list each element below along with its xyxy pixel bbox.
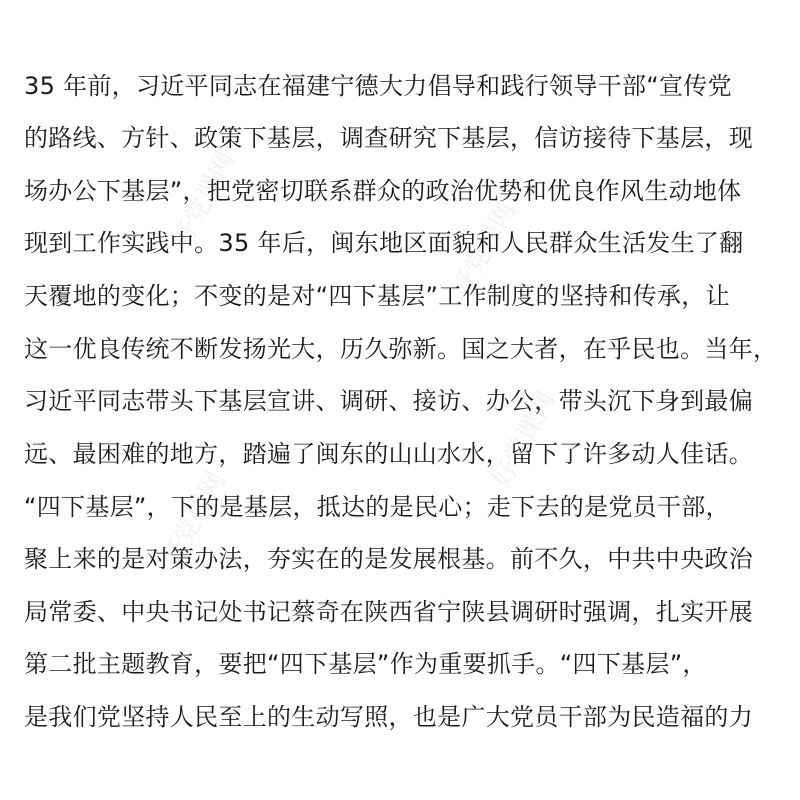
watermark: 好党课网 — [486, 386, 562, 493]
text-line: 的路线、方针、政策下基层，调查研究下基层，信访接待下基层，现 — [24, 124, 753, 152]
watermark: 好党课网 — [166, 146, 242, 253]
text-line: 聚上来的是对策办法，夯实在的是发展根基。前不久，中共中央政治 — [24, 545, 753, 573]
text-line: 现到工作实践中。35 年后，闽东地区面貌和人民群众生活发生了翻 — [24, 229, 744, 257]
text-line: 天覆地的变化；不变的是对“四下基层”工作制度的坚持和传承，让 — [24, 282, 730, 310]
text-line: 局常委、中央书记处书记蔡奇在陕西省宁陕县调研时强调，扎实开展 — [24, 598, 753, 626]
text-line: 是我们党坚持人民至上的生动写照，也是广大党员干部为民造福的力 — [24, 703, 753, 731]
text-line: “四下基层”，下的是基层，抵达的是民心；走下去的是党员干部， — [24, 493, 730, 521]
text-line: 第二批主题教育，要把“四下基层”作为重要抓手。“四下基层”， — [24, 650, 707, 678]
text-line: 习近平同志带头下基层宣讲、调研、接访、办公，带头沉下身到最偏 — [24, 387, 753, 415]
text-line: 这一优良传统不断发扬光大，历久弥新。国之大者，在乎民也。当年， — [24, 335, 778, 363]
text-line: 远、最困难的地方，踏遍了闽东的山山水水，留下了许多动人佳话。 — [24, 440, 753, 468]
watermark: 好党课网 — [446, 196, 522, 303]
text-line: 场办公下基层”，把党密切联系群众的政治优势和优良作风生动地体 — [24, 177, 742, 205]
text-line: 35 年前，习近平同志在福建宁德大力倡导和践行领导干部“宣传党 — [24, 72, 732, 100]
watermark: 好党课网 — [156, 466, 232, 573]
